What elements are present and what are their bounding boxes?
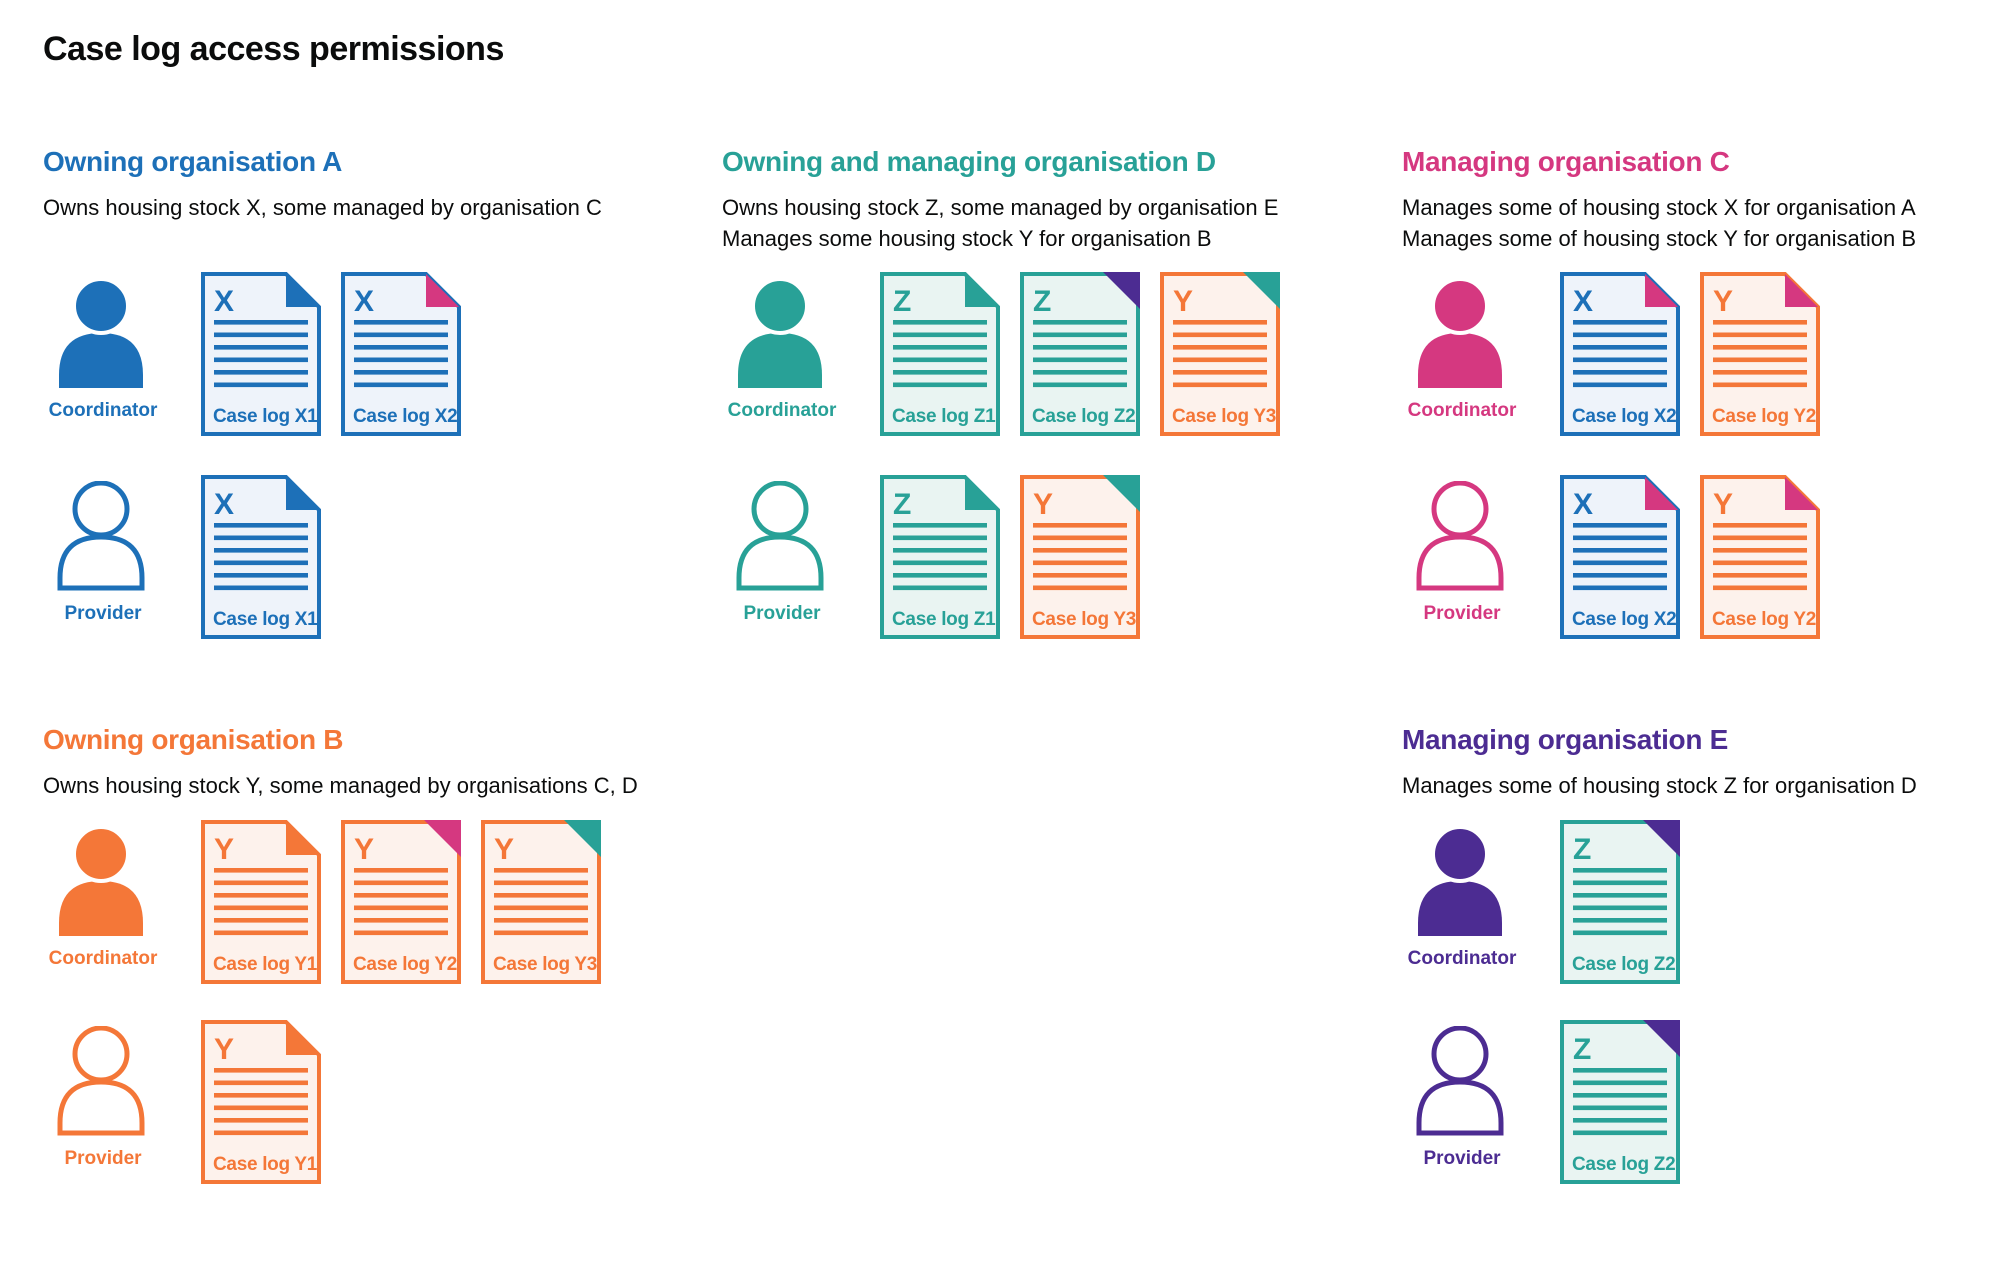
document-label: Case log X2 [353, 406, 458, 427]
role-label: Coordinator [727, 400, 837, 421]
case-log-document [201, 1020, 321, 1184]
case-log-document [341, 820, 461, 984]
person-body [1418, 333, 1502, 388]
document-letter: X [1573, 488, 1594, 521]
person-body [60, 1082, 142, 1133]
person-body [60, 537, 142, 588]
person-body [1419, 1082, 1501, 1133]
document-label: Case log Z2 [1032, 406, 1136, 427]
case-log-document [481, 820, 601, 984]
coordinator-row [1402, 820, 2000, 990]
description-line: Manages some of housing stock Y for organisation B [1402, 226, 1917, 251]
case-log-document [201, 820, 321, 984]
person-body [59, 333, 143, 388]
document-letter: X [1573, 285, 1594, 318]
section-description [722, 192, 1278, 254]
role-label: Provider [64, 1148, 142, 1169]
coordinator-row [1402, 272, 2000, 442]
provider-person-icon [57, 1026, 145, 1136]
document-letter: Y [494, 833, 515, 866]
role-label: Provider [743, 603, 821, 624]
person-head [74, 827, 128, 881]
document-letter: Z [1033, 285, 1052, 318]
provider-person-icon [736, 481, 824, 591]
person-head [1434, 483, 1486, 535]
provider-row [1402, 475, 2000, 645]
person-head [754, 483, 806, 535]
coordinator-row [43, 272, 663, 442]
document-letter: Y [1713, 488, 1734, 521]
document-letter: X [214, 285, 235, 318]
section-description [43, 770, 638, 801]
document-label: Case log Y1 [213, 1154, 318, 1175]
provider-row [722, 475, 1342, 645]
document-letter: X [354, 285, 375, 318]
provider-row [1402, 1020, 2000, 1190]
provider-row [43, 1020, 663, 1190]
section-description [1402, 770, 1917, 801]
description-line: Owns housing stock Z, some managed by organisation E [722, 195, 1279, 220]
coordinator-person-icon [1416, 278, 1504, 388]
description-line: Manages some of housing stock X for organisation A [1402, 195, 1916, 220]
role-label: Provider [1423, 603, 1501, 624]
case-log-document [1560, 1020, 1680, 1184]
case-log-document [880, 272, 1000, 436]
coordinator-person-icon [1416, 826, 1504, 936]
section-heading: Owning organisation B [43, 724, 344, 755]
case-log-document [201, 272, 321, 436]
document-label: Case log X2 [1572, 406, 1677, 427]
case-log-document [880, 475, 1000, 639]
document-label: Case log Z1 [892, 406, 996, 427]
section-heading: Managing organisation C [1402, 146, 1730, 177]
document-fold [286, 822, 319, 855]
case-log-document [1560, 475, 1680, 639]
document-letter: Y [1173, 285, 1194, 318]
role-label: Coordinator [1407, 948, 1517, 969]
document-label: Case log X1 [213, 406, 318, 427]
case-log-document [1160, 272, 1280, 436]
document-letter: Y [354, 833, 375, 866]
document-fold [965, 477, 998, 510]
person-head [74, 279, 128, 333]
section-description [43, 192, 602, 223]
provider-row [43, 475, 663, 645]
role-label: Coordinator [1407, 400, 1517, 421]
section-heading: Managing organisation E [1402, 724, 1729, 755]
coordinator-person-icon [736, 278, 824, 388]
case-log-document [1700, 272, 1820, 436]
provider-person-icon [1416, 481, 1504, 591]
document-letter: Z [1573, 833, 1592, 866]
document-letter: Z [893, 488, 912, 521]
role-label: Provider [64, 603, 142, 624]
document-fold [965, 274, 998, 307]
provider-person-icon [1416, 1026, 1504, 1136]
person-head [75, 483, 127, 535]
person-body [738, 333, 822, 388]
document-letter: Z [1573, 1033, 1592, 1066]
document-letter: Y [1033, 488, 1054, 521]
document-letter: Z [893, 285, 912, 318]
document-letter: Y [214, 833, 235, 866]
case-log-document [1700, 475, 1820, 639]
case-log-document [341, 272, 461, 436]
provider-person-icon [57, 481, 145, 591]
document-label: Case log Y3 [1032, 609, 1137, 630]
role-label: Coordinator [48, 948, 158, 969]
document-label: Case log Y2 [1712, 406, 1817, 427]
document-letter: Y [214, 1033, 235, 1066]
document-label: Case log Y2 [353, 954, 458, 975]
document-label: Case log Y3 [493, 954, 598, 975]
section-description [1402, 192, 1916, 254]
section-heading: Owning and managing organisation D [722, 146, 1216, 177]
document-fold [426, 274, 459, 307]
description-line: Manages some of housing stock Z for organisation D [1402, 773, 1917, 798]
coordinator-person-icon [57, 826, 145, 936]
person-body [1418, 881, 1502, 936]
document-fold [286, 477, 319, 510]
section-heading: Owning organisation A [43, 146, 343, 177]
description-line: Manages some housing stock Y for organisation B [722, 226, 1212, 251]
coordinator-person-icon [57, 278, 145, 388]
person-head [1433, 827, 1487, 881]
role-label: Provider [1423, 1148, 1501, 1169]
document-label: Case log Y2 [1712, 609, 1817, 630]
case-log-document [1560, 272, 1680, 436]
document-label: Case log Z2 [1572, 954, 1676, 975]
person-head [75, 1028, 127, 1080]
document-letter: Y [1713, 285, 1734, 318]
document-label: Case log Z1 [892, 609, 996, 630]
document-label: Case log Y3 [1172, 406, 1277, 427]
case-log-document [1560, 820, 1680, 984]
document-label: Case log X2 [1572, 609, 1677, 630]
case-log-document [201, 475, 321, 639]
case-log-document [1020, 475, 1140, 639]
person-head [1433, 279, 1487, 333]
person-body [59, 881, 143, 936]
page-title: Case log access permissions [43, 30, 504, 68]
document-fold [286, 274, 319, 307]
role-label: Coordinator [48, 400, 158, 421]
document-label: Case log Z2 [1572, 1154, 1676, 1175]
coordinator-row [722, 272, 1342, 442]
person-body [739, 537, 821, 588]
person-body [1419, 537, 1501, 588]
document-letter: X [214, 488, 235, 521]
person-head [753, 279, 807, 333]
coordinator-row [43, 820, 663, 990]
case-log-document [1020, 272, 1140, 436]
description-line: Owns housing stock X, some managed by organisation C [43, 195, 602, 220]
description-line: Owns housing stock Y, some managed by organisations C, D [43, 773, 638, 798]
document-label: Case log X1 [213, 609, 318, 630]
document-label: Case log Y1 [213, 954, 318, 975]
person-head [1434, 1028, 1486, 1080]
